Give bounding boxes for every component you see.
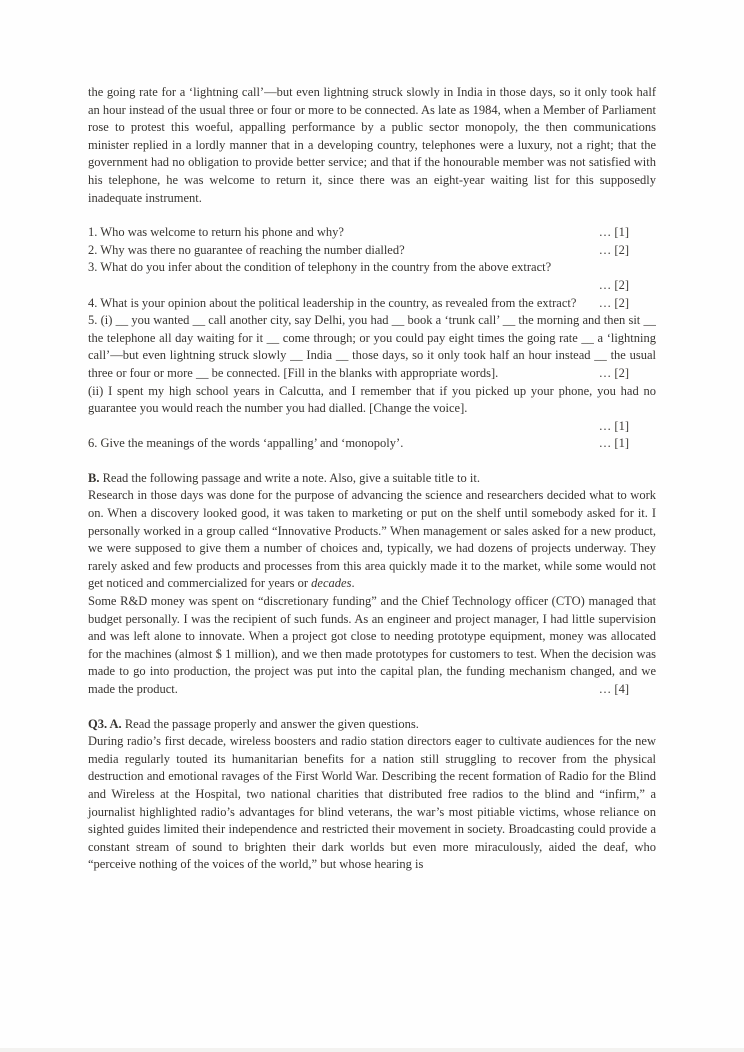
question-6-text: 6. Give the meanings of the words ‘appalling’ and ‘monopoly’. <box>88 436 404 451</box>
page-bottom-scan-edge <box>0 1048 744 1052</box>
question-1-text: 1. Who was welcome to return his phone and why? <box>88 225 344 240</box>
q2-questions <box>88 224 656 453</box>
question-1-marks: … [1] <box>598 225 629 240</box>
question-5i-marks: … [2] <box>598 365 629 380</box>
passage-q2-continuation: the going rate for a ‘lightning call’—but even lightning struck slowly in India in those days, so it only took half an hour instead of the usual three or four or more to be connected. As late as 1984, when a Member of Parliament rose to protest this woeful, appalling performance by a public sector monopoly, the then communications minister replied in a lordly manner that in a developing country, telephones were a luxury, not a right; that the government had no obligation to provide better service; and that if the honourable member was not satisfied with his telephone, he was welcome to return it, since there was an eight-year waiting list for this supposedly inadequate instrument. <box>88 85 656 205</box>
question-5ii <box>88 383 656 418</box>
question-2 <box>88 242 656 260</box>
page-content <box>88 84 656 874</box>
section-b-paragraph-2 <box>88 593 656 699</box>
question-6 <box>88 435 656 453</box>
section-b-paragraph-1-italic: decades <box>311 576 352 591</box>
section-q3-heading <box>88 716 656 734</box>
question-3-text: 3. What do you infer about the condition of telephony in the country from the above extract? <box>88 260 552 275</box>
section-b-instruction: Read the following passage and write a note. Also, give a suitable title to it. <box>99 470 480 485</box>
question-3-marks: … [2] <box>598 277 629 292</box>
question-2-marks: … [2] <box>598 242 629 257</box>
question-5ii-marks: … [1] <box>598 418 629 433</box>
section-b-paragraph-2-text: Some R&D money was spent on “discretionary funding” and the Chief Technology officer (CTO) managed that budget personally. I was the recipient of such funds. As an engineer and project manager, I had little supervision and was left alone to innovate. When a project got close to needing prototype equipment, money was allocated for the machines (almost $ 1 million), and we then made prototypes for customers to test. When the decision was made to go into production, the project was put into the capital plan, the funding mechanism changed, and we made the product. <box>88 594 656 696</box>
question-5i <box>88 312 656 382</box>
section-b-heading <box>88 470 656 488</box>
section-b-paragraph-1-period: . <box>351 576 355 591</box>
section-b-label: B. <box>88 470 100 485</box>
question-4-marks: … [2] <box>598 295 629 310</box>
question-3 <box>88 259 656 277</box>
question-5ii-text: (ii) I spent my high school years in Calcutta, and I remember that if you picked up your phone, you had no guarantee you would reach the number you had dialled. [Change the voice]. <box>88 383 656 416</box>
section-q3-label: Q3. A. <box>88 716 122 731</box>
section-b <box>88 470 656 699</box>
section-b-marks: … [4] <box>598 682 629 696</box>
section-b-paragraph-1 <box>88 487 656 593</box>
question-4 <box>88 295 656 313</box>
question-4-text: 4. What is your opinion about the political leadership in the country, as revealed from the extract? <box>88 295 577 310</box>
question-6-marks: … [1] <box>598 436 629 451</box>
section-q3 <box>88 716 656 874</box>
section-q3-passage: During radio’s first decade, wireless boosters and radio station directors eager to cultivate audiences for the new media regularly touted its humanitarian benefits for a nation still struggling to recover from the physical destruction and emotional ravages of the First World War. Describing the recent formation of Radio for the Blind and Wireless at the Hospital, two national charities that distributed free radios to the blind and “infirm,” a journalist highlighted radio’s advantages for blind veterans, the war’s most pitiable victims, whose reliance on sighted guides limited their independence and restricted their movement in society. Broadcasting could provide a constant stream of sound to brighten their dark worlds but even more miraculously, aided the deaf, who “perceive nothing of the voices of the world,” but whose hearing is <box>88 734 656 872</box>
section-q3-instruction: Read the passage properly and answer the given questions. <box>121 716 419 731</box>
question-2-text: 2. Why was there no guarantee of reaching the number dialled? <box>88 242 405 257</box>
section-b-paragraph-1-text: Research in those days was done for the purpose of advancing the science and researchers decided what to work on. When a discovery looked good, it was taken to marketing or put on the shelf until somebody asked for it. I personally worked in a group called “Innovative Products.” When management or sales asked for a new product, we were supposed to give them a number of choices and, typically, we had dozens of projects underway. They rarely asked and few products and processes from this area quickly made it to the market, while some would not get noticed and commercialized for years or <box>88 488 656 591</box>
question-1 <box>88 224 656 242</box>
question-5i-text: 5. (i) __ you wanted __ call another city, say Delhi, you had __ book a ‘trunk call’ __ the morning and then sit __ the telephone all day waiting for it __ come through; or you could pay eight times the going rate __ a ‘lightning call’—but even lightning struck slowly __ India __ those days, so it only took half an hour instead __ the usual three or four or more __ be connected. [Fill in the blanks with appropriate words]. <box>88 313 656 380</box>
